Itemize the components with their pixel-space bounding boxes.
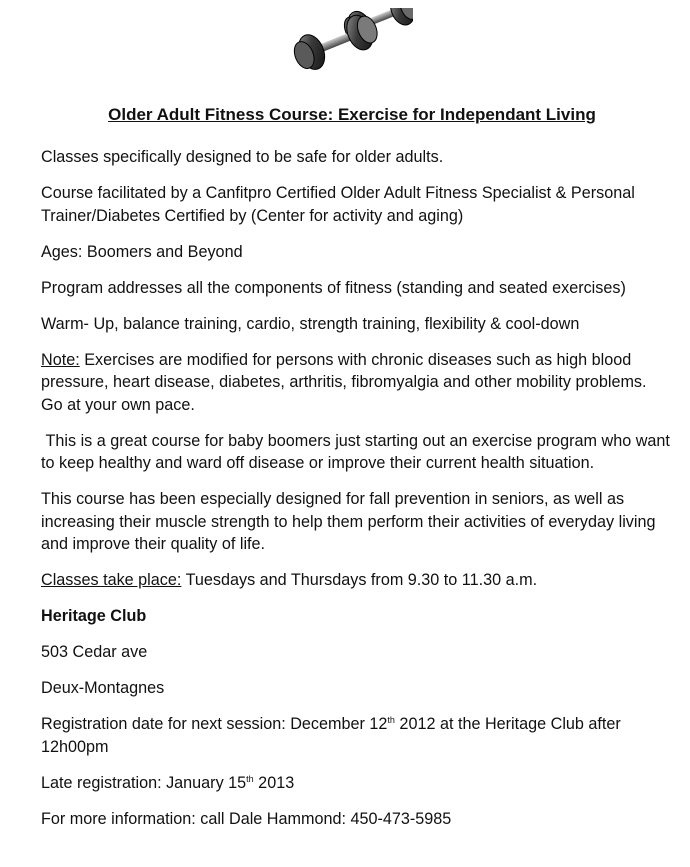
dumbbells-icon bbox=[285, 8, 413, 86]
registration-text-start: Registration date for next session: December 12 bbox=[41, 715, 388, 733]
page-title: Older Adult Fitness Course: Exercise for Independant Living bbox=[108, 105, 596, 124]
venue-address: 503 Cedar ave bbox=[41, 643, 148, 661]
flyer-body bbox=[41, 146, 675, 844]
intro-paragraph: Classes specifically designed to be safe for older adults. bbox=[41, 148, 444, 166]
facilitator-paragraph: Course facilitated by a Canfitpro Certified Older Adult Fitness Specialist & Personal Trainer/Diabetes Certified by (Center for activity and aging) bbox=[41, 184, 635, 225]
schedule-paragraph bbox=[41, 569, 671, 592]
registration-paragraph bbox=[41, 713, 671, 758]
note-label: Note: bbox=[41, 350, 80, 369]
program-paragraph: Program addresses all the components of fitness (standing and seated exercises) bbox=[41, 278, 626, 297]
boomers-paragraph: This is a great course for baby boomers just starting out an exercise program who want to keep healthy and ward off disease or improve their current health situation. bbox=[41, 431, 675, 472]
note-text: Exercises are modified for persons with chronic diseases such as high blood pressure, heart disease, diabetes, arthritis, fibromyalgia and other mobility problems. Go at your own pace. bbox=[41, 350, 647, 414]
late-registration-paragraph bbox=[41, 772, 671, 795]
ages-paragraph: Ages: Boomers and Beyond bbox=[41, 242, 243, 261]
late-registration-text-start: Late registration: January 15 bbox=[41, 773, 247, 792]
late-registration-text-end: 2013 bbox=[253, 773, 295, 792]
contact-paragraph: For more information: call Dale Hammond: 450-473-5985 bbox=[41, 809, 452, 828]
fall-prevention-paragraph: This course has been especially designed for fall prevention in seniors, as well as increasing their muscle strength to help them perform their activities of everyday living and improve their quality of life. bbox=[41, 490, 656, 553]
schedule-text: Tuesdays and Thursdays from 9.30 to 11.30 a.m. bbox=[181, 571, 538, 589]
note-paragraph bbox=[41, 349, 671, 417]
registration-text-end: 2012 at the Heritage Club after 12h00pm bbox=[41, 715, 621, 756]
components-paragraph: Warm- Up, balance training, cardio, strength training, flexibility & cool-down bbox=[41, 314, 580, 333]
schedule-label: Classes take place: bbox=[41, 571, 182, 589]
late-registration-ordinal: th bbox=[246, 773, 254, 784]
registration-ordinal: th bbox=[387, 715, 395, 725]
venue-city: Deux-Montagnes bbox=[41, 679, 165, 697]
venue-name: Heritage Club bbox=[41, 607, 147, 625]
